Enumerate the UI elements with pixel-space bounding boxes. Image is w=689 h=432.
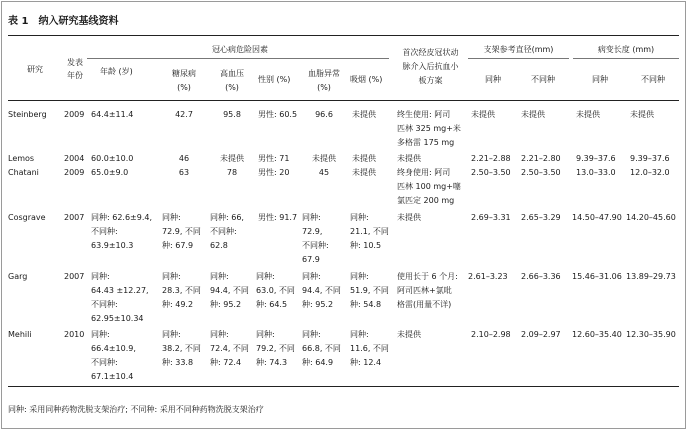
cell-stent-diff: 2.65–3.29 xyxy=(521,213,561,222)
cell-lesion-diff: 14.20–45.60 xyxy=(626,213,676,222)
header-lesion-diff: 不同种 xyxy=(641,75,665,84)
cell-age-line: 不同种: xyxy=(91,227,118,236)
cell-diabetes-line: 28.3, 不同 xyxy=(162,286,201,295)
cell-sex: 男性: 71 xyxy=(258,154,290,163)
cell-smoking-line: 种: 10.5 xyxy=(350,241,382,250)
cell-lipid-line: 66.8, 不同 xyxy=(302,344,341,353)
cell-lipid-line: 同种: xyxy=(302,330,321,339)
cell-lesion-diff: 13.89–29.73 xyxy=(626,272,676,281)
cell-plan-line: 阿司匹林+氯吡 xyxy=(397,286,452,295)
cell-plan-line: 未提供 xyxy=(397,154,421,163)
cell-lesion-same: 12.60–35.40 xyxy=(572,330,622,339)
cell-sex-line: 种: 64.5 xyxy=(256,300,288,309)
cell-year: 2009 xyxy=(64,168,85,177)
cell-stent-same: 2.21–2.88 xyxy=(471,154,511,163)
cell-stent-diff: 未提供 xyxy=(521,110,545,119)
header-stent-diff: 不同种 xyxy=(531,75,555,84)
header-lipid-line2: (%) xyxy=(317,83,331,92)
header-plan-line2: 脉介入后抗血小 xyxy=(402,62,459,71)
cell-age-line: 63.9±10.3 xyxy=(91,241,134,250)
cell-diabetes-line: 种: 67.9 xyxy=(162,241,194,250)
cell-age-line: 同种: xyxy=(91,330,110,339)
header-study: 研究 xyxy=(27,65,43,74)
header-lesion-group: 病变长度 (mm) xyxy=(597,45,655,54)
header-year-line2: 年份 xyxy=(67,71,83,80)
cell-smoking: 未提供 xyxy=(352,110,376,119)
cell-diabetes: 42.7 xyxy=(175,110,193,119)
cell-stent-same: 2.61–3.23 xyxy=(468,272,508,281)
cell-plan-line: 匹林 100 mg+噻 xyxy=(397,182,461,191)
cell-plan-line: 终生使用: 阿司 xyxy=(397,110,451,119)
cell-plan-line: 氯匹定 200 mg xyxy=(397,196,455,205)
cell-age-line: 同种: 62.6±9.4, xyxy=(91,213,153,222)
cell-sex: 男性: 60.5 xyxy=(258,110,298,119)
cell-age-line: 67.1±10.4 xyxy=(91,372,134,381)
cell-sex-line: 同种: xyxy=(256,330,275,339)
cell-lipid-line: 67.9 xyxy=(302,255,320,264)
cell-plan-line: 未提供 xyxy=(397,213,421,222)
cell-hypertension-line: 种: 72.4 xyxy=(210,358,242,367)
header-stent-same: 同种 xyxy=(485,75,501,84)
cell-hypertension-line: 同种: xyxy=(210,330,229,339)
cell-plan-line: 格雷(用量不详) xyxy=(397,300,452,309)
header-diabetes-line2: (%) xyxy=(177,83,191,92)
cell-year: 2010 xyxy=(64,330,85,339)
header-risk-group: 冠心病危险因素 xyxy=(212,45,268,54)
cell-year: 2007 xyxy=(64,272,85,281)
header-age: 年龄 (岁) xyxy=(100,67,133,76)
cell-hypertension-line: 同种: xyxy=(210,272,229,281)
cell-plan-line: 使用长于 6 个月: xyxy=(397,272,458,281)
cell-lipid-line: 72.9, xyxy=(302,227,323,236)
cell-hypertension: 95.8 xyxy=(223,110,241,119)
cell-sex-line: 79.2, 不同 xyxy=(256,344,295,353)
cell-lesion-diff: 12.30–35.90 xyxy=(626,330,676,339)
cell-lipid-line: 同种: xyxy=(302,213,321,222)
header-lesion-same: 同种 xyxy=(592,75,608,84)
cell-smoking-line: 21.1, 不同 xyxy=(350,227,389,236)
cell-hypertension-line: 94.4, 不同 xyxy=(210,286,249,295)
cell-smoking: 未提供 xyxy=(352,168,376,177)
cell-diabetes-line: 38.2, 不同 xyxy=(162,344,201,353)
header-bottom-rule xyxy=(8,100,679,101)
cell-age-line: 不同种: xyxy=(91,358,118,367)
cell-stent-diff: 2.50–3.50 xyxy=(521,168,561,177)
table-footnote: 同种: 采用同种药物洗脱支架治疗; 不同种: 采用不同种药物洗脱支架治疗 xyxy=(8,405,264,414)
cell-study: Chatani xyxy=(8,168,39,177)
cell-lipid: 45 xyxy=(318,168,330,177)
cell-diabetes-line: 同种: xyxy=(162,330,181,339)
cell-study: Steinberg xyxy=(8,110,47,119)
cell-diabetes-line: 种: 33.8 xyxy=(162,358,194,367)
cell-stent-diff: 2.21–2.80 xyxy=(521,154,561,163)
header-stent-group: 支架参考直径(mm) xyxy=(483,45,554,54)
cell-stent-same: 2.69–3.31 xyxy=(471,213,511,222)
cell-year: 2009 xyxy=(64,110,85,119)
cell-hypertension: 78 xyxy=(226,168,238,177)
cell-study: Mehili xyxy=(8,330,32,339)
cell-diabetes: 46 xyxy=(178,154,190,163)
cell-lesion-same: 13.0–33.0 xyxy=(576,168,616,177)
cell-hypertension-line: 72.4, 不同 xyxy=(210,344,249,353)
header-hypertension-line1: 高血压 xyxy=(220,69,244,78)
cell-lipid-line: 不同种: xyxy=(302,241,329,250)
cell-hypertension-line: 同种: 66, xyxy=(210,213,244,222)
cell-stent-same: 2.50–3.50 xyxy=(471,168,511,177)
cell-study: Cosgrave xyxy=(8,213,46,222)
cell-lipid-line: 94.4, 不同 xyxy=(302,286,341,295)
bottom-rule xyxy=(8,386,679,387)
table-title: 表 1 纳入研究基线资料 xyxy=(8,16,119,27)
cell-smoking-line: 同种: xyxy=(350,213,369,222)
cell-lesion-same: 9.39–37.6 xyxy=(576,154,616,163)
cell-plan-line: 终身使用: 阿司 xyxy=(397,168,451,177)
cell-smoking-line: 同种: xyxy=(350,330,369,339)
cell-diabetes-line: 同种: xyxy=(162,213,181,222)
header-plan-line1: 首次经皮冠状动 xyxy=(402,48,459,57)
cell-smoking-line: 11.6, 不同 xyxy=(350,344,389,353)
cell-smoking-line: 51.9, 不同 xyxy=(350,286,389,295)
cell-lesion-same: 15.46–31.06 xyxy=(572,272,622,281)
cell-lesion-diff: 12.0–32.0 xyxy=(630,168,670,177)
cell-sex-line: 63.0, 不同 xyxy=(256,286,295,295)
stent-group-rule xyxy=(468,58,569,59)
lesion-group-rule xyxy=(573,58,679,59)
cell-sex: 男性: 20 xyxy=(258,168,290,177)
cell-diabetes-line: 72.9, 不同 xyxy=(162,227,201,236)
top-rule xyxy=(8,35,679,36)
cell-hypertension-line: 不同种: xyxy=(210,227,237,236)
cell-lipid: 未提供 xyxy=(312,154,336,163)
cell-sex-line: 种: 74.3 xyxy=(256,358,288,367)
cell-stent-diff: 2.66–3.36 xyxy=(521,272,561,281)
cell-age: 65.0±9.0 xyxy=(91,168,129,177)
cell-lesion-same: 未提供 xyxy=(576,110,600,119)
cell-smoking-line: 种: 12.4 xyxy=(350,358,382,367)
cell-age-line: 66.4±10.9, xyxy=(91,344,136,353)
cell-stent-diff: 2.09–2.97 xyxy=(521,330,561,339)
cell-stent-same: 未提供 xyxy=(471,110,495,119)
cell-age: 60.0±10.0 xyxy=(91,154,134,163)
cell-lesion-diff: 未提供 xyxy=(630,110,654,119)
cell-sex-line: 同种: xyxy=(256,272,275,281)
cell-study: Lemos xyxy=(8,154,35,163)
header-lipid-line1: 血脂异常 xyxy=(308,69,340,78)
cell-lesion-same: 14.50–47.90 xyxy=(572,213,622,222)
cell-hypertension-line: 种: 95.2 xyxy=(210,300,242,309)
cell-study: Garg xyxy=(8,272,28,281)
cell-year: 2007 xyxy=(64,213,85,222)
cell-plan-line: 匹林 325 mg+米 xyxy=(397,124,461,133)
cell-smoking-line: 种: 54.8 xyxy=(350,300,382,309)
cell-diabetes-line: 同种: xyxy=(162,272,181,281)
cell-hypertension: 未提供 xyxy=(220,154,244,163)
cell-plan-line: 多格雷 175 mg xyxy=(397,138,455,147)
risk-group-rule xyxy=(87,58,389,59)
cell-lipid-line: 种: 95.2 xyxy=(302,300,334,309)
cell-lipid-line: 同种: xyxy=(302,272,321,281)
cell-diabetes-line: 种: 49.2 xyxy=(162,300,194,309)
cell-smoking-line: 同种: xyxy=(350,272,369,281)
cell-age: 64.4±11.4 xyxy=(91,110,134,119)
cell-age-line: 不同种: xyxy=(91,300,118,309)
cell-year: 2004 xyxy=(64,154,85,163)
cell-lipid-line: 种: 64.9 xyxy=(302,358,334,367)
cell-hypertension-line: 62.8 xyxy=(210,241,228,250)
cell-stent-same: 2.10–2.98 xyxy=(471,330,511,339)
cell-lipid: 96.6 xyxy=(315,110,333,119)
cell-diabetes: 63 xyxy=(178,168,190,177)
cell-age-line: 62.95±10.34 xyxy=(91,314,144,323)
header-plan-line3: 板方案 xyxy=(418,76,443,85)
cell-plan-line: 未提供 xyxy=(397,330,421,339)
header-hypertension-line2: (%) xyxy=(225,83,239,92)
cell-sex: 男性: 91.7 xyxy=(258,213,298,222)
header-smoking: 吸烟 (%) xyxy=(350,75,383,84)
cell-smoking: 未提供 xyxy=(352,154,376,163)
header-diabetes-line1: 糖尿病 xyxy=(172,69,196,78)
cell-age-line: 同种: xyxy=(91,272,110,281)
header-sex: 性别 (%) xyxy=(258,75,291,84)
cell-age-line: 64.43 ±12.27, xyxy=(91,286,149,295)
header-year-line1: 发表 xyxy=(67,58,83,67)
cell-lesion-diff: 9.39–37.6 xyxy=(630,154,670,163)
